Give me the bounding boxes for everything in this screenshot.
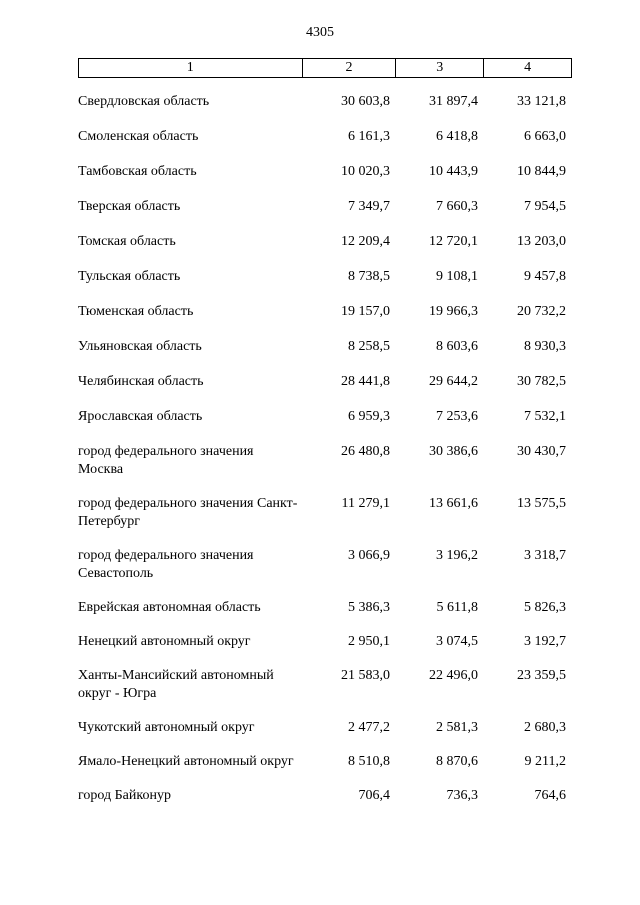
value-col-3: 736,3 [446, 788, 478, 803]
value-col-3: 3 074,5 [436, 634, 478, 649]
value-col-4: 764,6 [534, 788, 566, 803]
region-name: Свердловская область [78, 94, 210, 109]
region-name: Ульяновская область [78, 339, 202, 354]
value-col-4: 13 575,5 [517, 496, 566, 511]
value-col-3: 8 603,6 [436, 339, 478, 354]
table-row [78, 338, 572, 356]
value-col-3: 2 581,3 [436, 720, 478, 735]
value-col-2: 6 161,3 [348, 129, 390, 144]
table-row [78, 408, 572, 426]
region-name: Ненецкий автономный округ [78, 634, 251, 649]
value-col-3: 8 870,6 [436, 754, 478, 769]
value-col-4: 13 203,0 [517, 234, 566, 249]
value-col-2: 7 349,7 [348, 199, 390, 214]
region-name: Смоленская область [78, 129, 199, 144]
column-header-3: 3 [396, 59, 484, 77]
table-row [78, 787, 572, 805]
table-row [78, 599, 572, 617]
value-col-3: 9 108,1 [436, 269, 478, 284]
column-header-4: 4 [484, 59, 572, 77]
region-name: Ярославская область [78, 409, 203, 424]
value-col-2: 10 020,3 [341, 164, 390, 179]
region-name: Ямало-Ненецкий автономный округ [78, 754, 294, 769]
value-col-2: 8 738,5 [348, 269, 390, 284]
value-col-3: 30 386,6 [429, 444, 478, 459]
value-col-3: 22 496,0 [429, 668, 478, 683]
table-row [78, 667, 572, 703]
table-row [78, 719, 572, 737]
region-name: Челябинская область [78, 374, 204, 389]
value-col-2: 21 583,0 [341, 668, 390, 683]
table-row [78, 233, 572, 251]
value-col-4: 30 430,7 [517, 444, 566, 459]
region-name: Тамбовская область [78, 164, 197, 179]
region-name: город федерального значения Санкт-Петербург [78, 496, 298, 529]
value-col-2: 12 209,4 [341, 234, 390, 249]
value-col-2: 8 258,5 [348, 339, 390, 354]
table-row [78, 93, 572, 111]
value-col-4: 33 121,8 [517, 94, 566, 109]
value-col-2: 11 279,1 [341, 496, 390, 511]
value-col-4: 8 930,3 [524, 339, 566, 354]
region-name: город федерального значения Москва [78, 444, 254, 477]
table-row [78, 495, 572, 531]
region-name: Тюменская область [78, 304, 194, 319]
column-header-1: 1 [79, 59, 303, 77]
table-body [78, 93, 572, 805]
value-col-4: 7 532,1 [524, 409, 566, 424]
value-col-4: 9 457,8 [524, 269, 566, 284]
value-col-3: 6 418,8 [436, 129, 478, 144]
value-col-2: 30 603,8 [341, 94, 390, 109]
value-col-4: 3 192,7 [524, 634, 566, 649]
column-header-2: 2 [303, 59, 397, 77]
value-col-4: 9 211,2 [524, 754, 566, 769]
value-col-4: 2 680,3 [524, 720, 566, 735]
table-row [78, 547, 572, 583]
region-name: Чукотский автономный округ [78, 720, 255, 735]
value-col-2: 2 477,2 [348, 720, 390, 735]
table-row [78, 128, 572, 146]
value-col-4: 7 954,5 [524, 199, 566, 214]
value-col-2: 8 510,8 [348, 754, 390, 769]
table-row [78, 633, 572, 651]
value-col-4: 30 782,5 [517, 374, 566, 389]
value-col-2: 26 480,8 [341, 444, 390, 459]
table-row [78, 303, 572, 321]
value-col-2: 5 386,3 [348, 600, 390, 615]
region-name: город федерального значения Севастополь [78, 548, 254, 581]
value-col-2: 3 066,9 [348, 548, 390, 563]
table-header [78, 58, 572, 78]
value-col-2: 6 959,3 [348, 409, 390, 424]
table-row [78, 753, 572, 771]
value-col-4: 5 826,3 [524, 600, 566, 615]
value-col-3: 12 720,1 [429, 234, 478, 249]
value-col-3: 19 966,3 [429, 304, 478, 319]
value-col-4: 6 663,0 [524, 129, 566, 144]
region-name: Еврейская автономная область [78, 600, 261, 615]
budget-table [78, 58, 572, 821]
value-col-3: 31 897,4 [429, 94, 478, 109]
page-number: 4305 [306, 25, 334, 40]
table-row [78, 198, 572, 216]
value-col-3: 3 196,2 [436, 548, 478, 563]
region-name: Тверская область [78, 199, 181, 214]
value-col-3: 13 661,6 [429, 496, 478, 511]
region-name: город Байконур [78, 788, 171, 803]
value-col-2: 28 441,8 [341, 374, 390, 389]
value-col-2: 19 157,0 [341, 304, 390, 319]
region-name: Тульская область [78, 269, 181, 284]
table-row [78, 373, 572, 391]
value-col-2: 706,4 [358, 788, 390, 803]
value-col-4: 20 732,2 [517, 304, 566, 319]
region-name: Томская область [78, 234, 176, 249]
table-row [78, 163, 572, 181]
table-row [78, 268, 572, 286]
region-name: Ханты-Мансийский автономный округ - Югра [78, 668, 274, 701]
table-row [78, 443, 572, 479]
value-col-4: 3 318,7 [524, 548, 566, 563]
value-col-3: 7 253,6 [436, 409, 478, 424]
value-col-3: 10 443,9 [429, 164, 478, 179]
value-col-3: 29 644,2 [429, 374, 478, 389]
value-col-4: 10 844,9 [517, 164, 566, 179]
value-col-2: 2 950,1 [348, 634, 390, 649]
value-col-3: 5 611,8 [436, 600, 478, 615]
value-col-3: 7 660,3 [436, 199, 478, 214]
value-col-4: 23 359,5 [517, 668, 566, 683]
